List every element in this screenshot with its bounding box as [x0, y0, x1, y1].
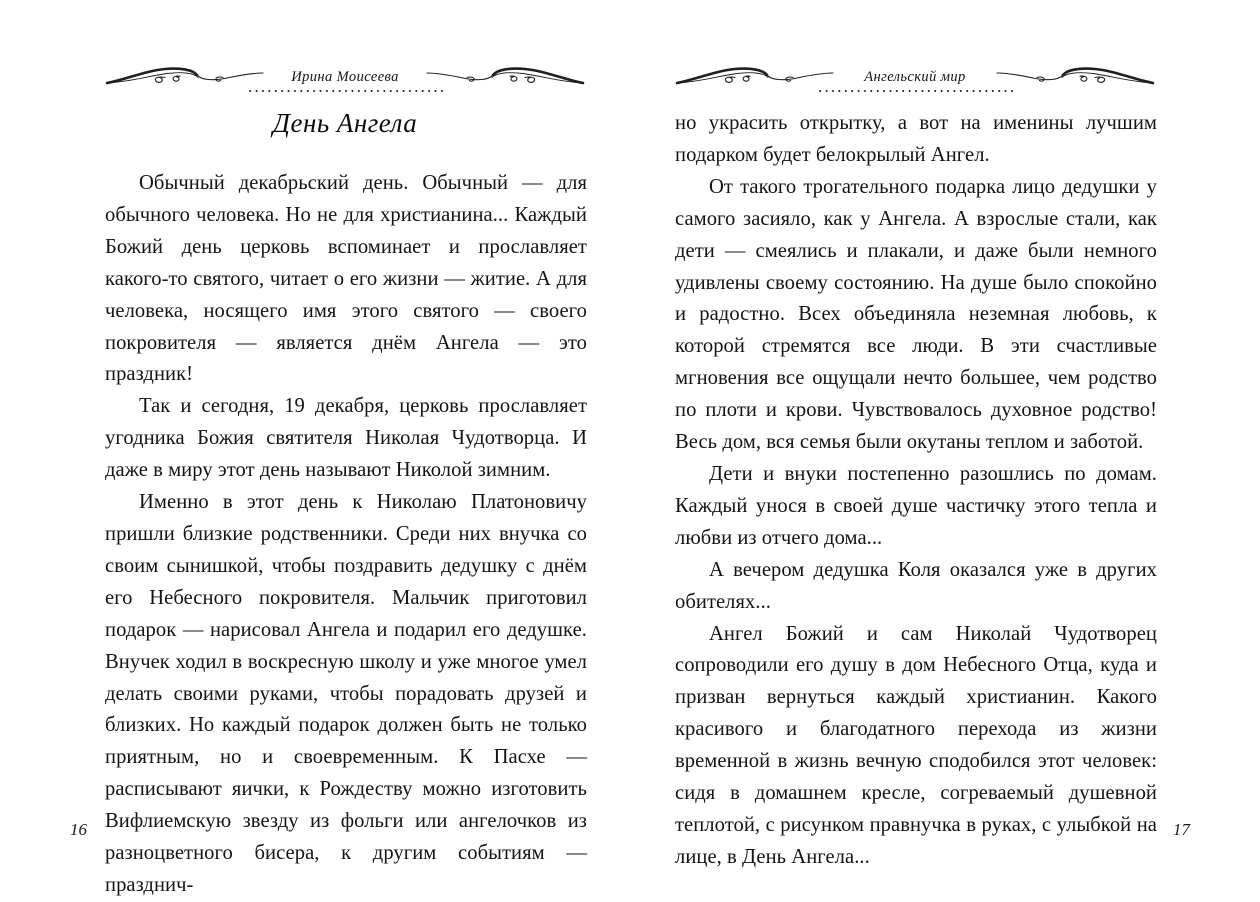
body-text-left — [105, 168, 587, 896]
paragraph: Так и сегодня, 19 декабря, церковь прославляет угодника Божия святителя Николая Чудотворца. И даже в миру этот день называют Николой зимним. — [105, 395, 587, 482]
page-number-right: 17 — [1173, 820, 1190, 839]
body-text-right — [675, 108, 1157, 868]
page-number-left: 16 — [70, 820, 87, 839]
chapter-title: День Ангела — [272, 108, 418, 138]
paragraph: Обычный декабрьский день. Обычный — для обычного человека. Но не для христианина... Каждый Божий день церковь вспоминает и прославляет какого-то святого, читает о его жизни — житие. А для человека, носящего имя этого святого — своего покровителя — является днём Ангела — это праздник! — [105, 172, 587, 386]
flourish-ornament-right — [995, 64, 1155, 90]
paragraph: Дети и внуки постепенно разошлись по домам. Каждый унося в своей душе частичку этого тепла и любви из отчего дома... — [675, 462, 1157, 549]
running-head-left — [105, 62, 585, 104]
paragraph: От такого трогательного подарка лицо дедушки у самого засияло, как у Ангела. А взрослые стали, как дети — смеялись и плакали, и даже были немного удивлены своему состоянию. На душе было спокойно и радостно. Всех объединяла неземная любовь, к которой стремятся все люди. В эти счастливые мгновения все ощущали нечто большее, чем родство по плоти и крови. Чувствовалось духовное родство! Весь дом, вся семья были окутаны теплом и заботой. — [675, 175, 1157, 454]
flourish-ornament-right — [425, 64, 585, 90]
paragraph: Ангел Божий и сам Николай Чудотворец сопроводили его душу в дом Небесного Отца, куда и призван вернуться каждый христианин. Какого красивого и благодатного перехода из жизни временной в жизнь вечную сподобился этот человек: сидя в домашнем кресле, согреваемый душевной теплотой, с рисунком правнучка в руках, с улыбкой на лице, в День Ангела... — [675, 622, 1157, 868]
flourish-ornament-left — [105, 64, 265, 90]
paragraph: но украсить открытку, а вот на именины лучшим подарком будет белокрылый Ангел. — [675, 112, 1157, 166]
dotted-rule — [247, 88, 443, 92]
page-right — [630, 0, 1260, 882]
running-head-right — [675, 62, 1155, 104]
flourish-ornament-left — [675, 64, 835, 90]
page-left — [0, 0, 630, 896]
dotted-rule — [817, 88, 1013, 92]
running-head-text: Ирина Моисеева — [291, 68, 399, 85]
paragraph: А вечером дедушка Коля оказался уже в других обителях... — [675, 558, 1157, 613]
paragraph: Именно в этот день к Николаю Платоновичу пришли близкие родственники. Среди них внучка со своим сынишкой, чтобы поздравить дедушку с днём его Небесного покровителя. Мальчик приготовил подарок — нарисовал Ангела и подарил его дедушке. Внучек ходил в воскресную школу и уже многое умел делать своими руками, чтобы порадовать друзей и близких. Но каждый подарок должен быть не только приятным, но и своевременным. К Пасхе — расписывают яички, к Рождеству можно изготовить Вифлиемскую звезду из фольги или ангелочков из разноцветного бисера, к другим событиям —празднич- — [105, 491, 587, 896]
running-head-text: Ангельский мир — [864, 68, 966, 85]
